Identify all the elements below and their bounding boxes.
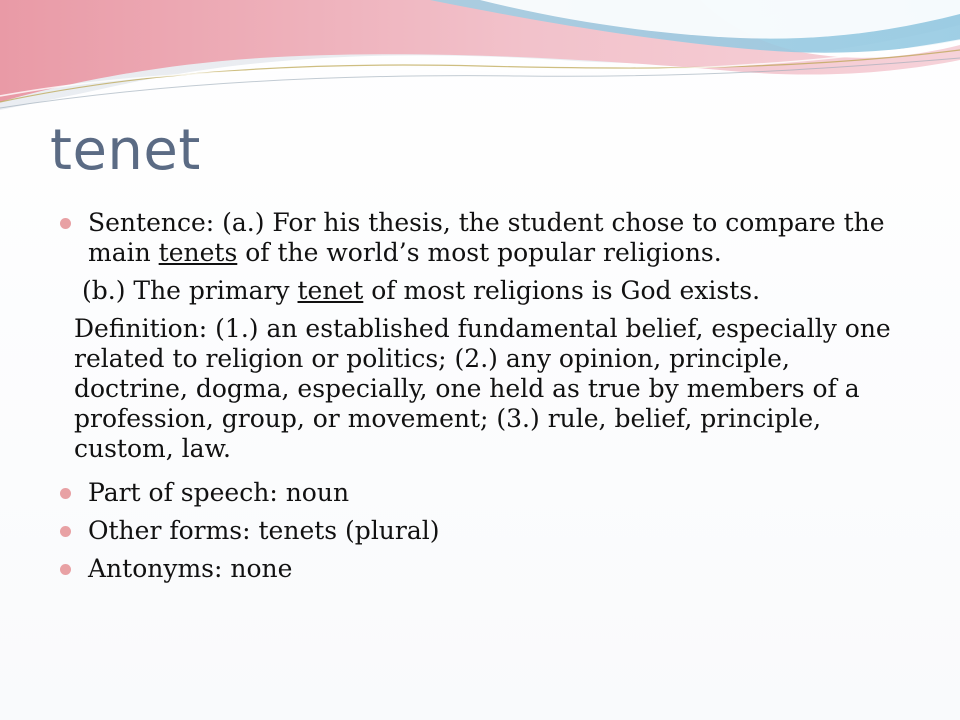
underlined-word-tenet: tenet (297, 276, 364, 305)
bullet-part-of-speech (60, 478, 910, 508)
sentence-a-suffix: of the world’s most popular religions. (237, 238, 722, 267)
slide-title: tenet (50, 118, 201, 183)
sentence-a-prefix: Sentence: (a.) For his thesis, the student chose to compare the main (88, 208, 885, 267)
definition-paragraph (60, 314, 910, 464)
sentence-b-suffix: of most religions is God exists. (363, 276, 761, 305)
bullet-dot-icon (60, 564, 71, 575)
header-ribbon-decoration (0, 0, 960, 130)
sentence-b-line (60, 276, 910, 306)
bullet-dot-icon (60, 488, 71, 499)
underlined-word-tenets: tenets (158, 238, 238, 267)
other-forms-text: Other forms: tenets (plural) (88, 516, 440, 545)
slide-body (60, 208, 910, 584)
definition-text: Definition: (1.) an established fundamental belief, especially one related to religion or politics; (2.) any opinion, principle, doctrine, dogma, especially, one held as true by members of a profession, group, or movement; (3.) rule, belief, principle, custom, law. (74, 314, 891, 463)
part-of-speech-text: Part of speech: noun (88, 478, 350, 507)
sentence-b-prefix: (b.) The primary (82, 276, 298, 305)
bullet-other-forms (60, 516, 910, 546)
bullet-dot-icon (60, 526, 71, 537)
bullet-sentence (60, 208, 910, 268)
bullet-antonyms (60, 554, 910, 584)
antonyms-text: Antonyms: none (88, 554, 293, 583)
bullet-dot-icon (60, 218, 71, 229)
